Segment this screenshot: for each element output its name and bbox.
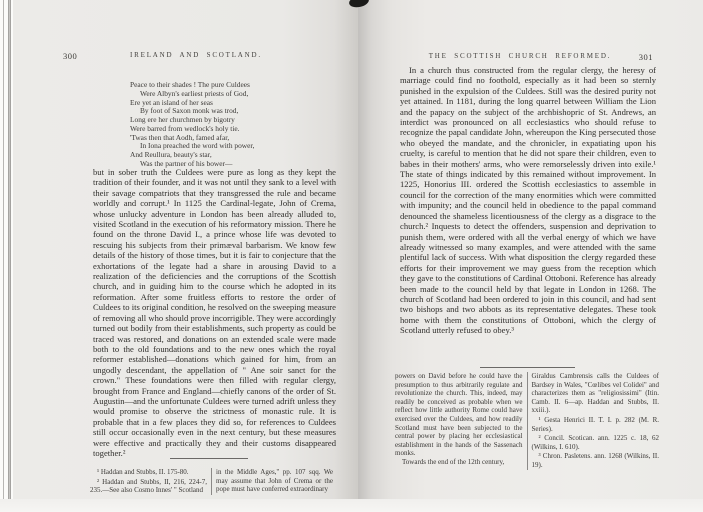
footnote-entry: ³ Chron. Pasletens. ann. 1268 (Wilkins, II. 19).: [531, 452, 659, 469]
poem-line: By foot of Saxon monk was trod,: [140, 106, 239, 116]
footnote-column: [90, 468, 207, 495]
left-page: [13, 0, 358, 512]
poem-line: Long ere her churchmen by bigotry: [130, 115, 235, 124]
page-number-right: 301: [638, 52, 653, 62]
poem-excerpt: [130, 81, 254, 169]
footnote-column: [532, 372, 660, 470]
left-page-footnotes: [90, 468, 333, 495]
page-edge-line: [8, 0, 11, 512]
right-page-body-text: In a church thus constructed from the regular clergy, the heresy of marriage could find no foothold, especially as it had been so sternly punished in the expulsion of the Culdees. Still was the desired purity not yet attained. In 1181, during the long quarrel between William the Lion and the papacy on the subject of the archbishopric of St. Andrews, an interdict was pronounced on all ecclesiastics who should refuse to recognize the papal candidate John, whereupon the King persecuted those who obeyed the mandate, and the chronicler, in expatiating upon his cruelty, is careful to mention that he did not spare their children, even to babes in their mothers' arms, who were remorselessly driven into exile.¹ The state of things indicated by this remained without improvement. In 1225, Honorius III. ordered the Scottish ecclesiastics to assemble in council for the correction of the many enormities which were committed with impunity; and the council held in obedience to the papal command denounced the shameless licentiousness of the clergy as a disgrace to the church.² Inquests to detect the offenders, suspension and deprivation to punish them, were ordered with all the verbal energy of which we have already witnessed so many examples, and were attended with the same plentiful lack of success. With what disposition the clergy regarded these efforts for their improvement we may guess from the reception which they gave to the constitutions of Cardinal Ottoboni. Reference has already been made to the council held by that legate in London in 1268. The church of Scotland had been ordered to join in this council, and had sent two bishops and two abbots as its representative delegates. These took home with them the constitutions of Ottoboni, which the clergy of Scotland utterly refused to obey.³: [400, 65, 656, 336]
footnote-separator-left: [170, 458, 248, 459]
poem-line: Were Albyn's earliest priests of God,: [140, 88, 249, 98]
poem-line: Was the partner of his bower—: [140, 158, 233, 168]
footnote-entry: ¹ Gesta Henrici II. T. I. p. 282 (M. R. Series).: [531, 415, 659, 433]
footnote-paragraph: Towards the end of the 12th century,: [402, 457, 505, 466]
footnote-column: [395, 372, 523, 470]
footnote-entry: ² Haddan and Stubbs, II, 216, 224-7, 235.—See also Cosmo Innes' " Scotland: [90, 477, 207, 495]
right-page-footnotes: [395, 372, 659, 470]
poem-line: In Iona preached the word with power,: [140, 141, 255, 151]
book-edge-lines: [0, 0, 13, 512]
left-page-body-text: but in sober truth the Culdees were pure as long as they kept the tradition of their founder, and it was not until they sank to a level with their savage compatriots that they transgressed the rule and became worldly and corrupt.¹ In 1125 the Cardinal-legate, John of Crema, whose unlucky adventure in London has been already alluded to, visited Scotland in the execution of his reformatory mission. There he found on the throne David I., a prince whose life was devoted to rescuing his subjects from their primæval barbarism. We know few details of the history of those times, but it is fair to conjecture that the exhortations of the legate had a share in arousing David to a realization of the deficiencies and the corruptions of the Scottish church, and in guiding him to the course which he adopted in its reformation. After some fruitless efforts to restore the order of Culdees to its original condition, he resolved on the sweeping measure of removing all who should prove incorrigible. They were accordingly turned out bodily from their establishments, such property as could be traced was restored, and donations on an extended scale were made both to the old foundations and to the new ones which the royal reformer established—donations which gained for him, from an ungodly descendant, the appellation of " Ane soir sanct for the crown." These foundations were then filled with regular clergy, brought from France and England—chiefly canons of the order of St. Augustin—and the unfortunate Culdees were turned adrift unless they would promise to observe the strictness of monastic rule. It is probable that in a few places they did so, for references to Culdees still occur occasionally even in the next century, but these measures were effective and practically they and their customs disappeared together.²: [93, 167, 336, 458]
footnote-column-divider: [527, 372, 528, 470]
footnote-continuation: in the Middle Ages," pp. 107 sqq. We may assume that John of Crema or the pope must have conferred extraordinary: [216, 468, 333, 494]
page-number-left: 300: [63, 51, 78, 61]
footnote-entry: ¹ Haddan and Stubbs, II. 175-80.: [97, 468, 189, 476]
footnote-column: [216, 468, 333, 495]
footnote-continuation: Giraldus Cambrensis calls the Culdees of Bardsey in Wales, "Cœlibes vel Colidei" and characterizes them as "religiosissimi" (Itin. Camb. II. 6—ap. Haddan and Stubbs, II. xxiii.).: [531, 372, 659, 415]
footnote-entry: ² Concil. Scotican. ann. 1225 c. 18, 62 (Wilkins, I. 610).: [531, 434, 659, 451]
footnote-separator-right: [480, 367, 575, 368]
poem-line: And Reullura, beauty's star,: [130, 150, 212, 159]
poem-line: Were barred from wedlock's holy tie.: [130, 123, 240, 133]
poem-line: Ere yet an island of her seas: [130, 97, 213, 107]
poem-line: Peace to their shades ! The pure Culdees: [130, 80, 250, 89]
right-page: [358, 0, 703, 512]
page-edge-line: [3, 0, 4, 512]
running-header-left: IRELAND AND SCOTLAND.: [130, 51, 262, 59]
footnote-column-divider: [211, 468, 212, 495]
footnote-continuation: powers on David before he could have the presumption to thus arbitrarily regulate and revolutionize the church. This, indeed, may readily be conceived as probable when we reflect how little authority Rome could have exercised over the Culdees, and how readily Scotland must have been subjected to the central power by placing her ecclesiastical establishment in the hands of the Sassenach monks.: [395, 372, 523, 458]
poem-line: 'Twas then that Aodh, famed afar,: [130, 132, 230, 142]
scanner-bottom-edge: [0, 499, 703, 512]
running-header-right: THE SCOTTISH CHURCH REFORMED.: [428, 52, 612, 60]
